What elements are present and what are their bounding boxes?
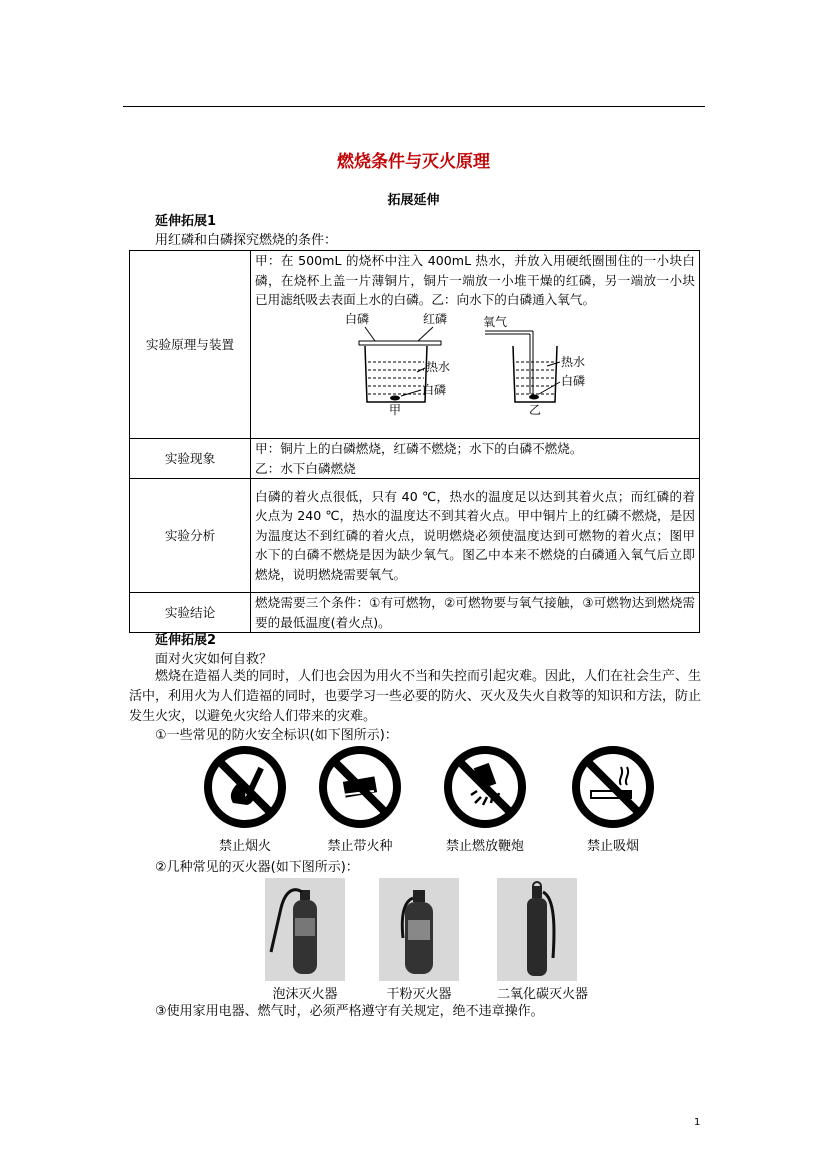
extinguishers <box>265 878 595 1003</box>
row-label: 实验原理与装置 <box>130 251 251 439</box>
table-row <box>130 439 700 479</box>
row-label: 实验结论 <box>130 593 251 633</box>
experiment-table <box>129 250 700 633</box>
row-content: 白磷的着火点很低，只有 40 ℃，热水的温度足以达到其着火点；而红磷的着火点为 240 ℃，热水的温度达不到其着火点。甲中铜片上的红磷不燃烧，是因为温度达不到红磷的着火点，说明燃烧必须使温度达到可燃物的着火点；图甲水下的白磷不燃烧是因为缺少氧气。图乙中本来不燃烧的白磷通入氧气后立即燃烧，说明燃烧需要氧气。 <box>251 479 700 593</box>
dry-powder-extinguisher-icon <box>379 878 459 981</box>
label-white-p-right: 白磷 <box>561 373 586 388</box>
ext2-item2: ②几种常见的灭火器(如下图所示)： <box>155 860 359 875</box>
extinguisher-co2 <box>497 878 589 1002</box>
sign-label: 禁止烟火 <box>218 839 271 854</box>
extinguisher-dry-powder <box>379 878 459 1002</box>
sign-no-smoking <box>563 745 663 854</box>
row-content: 燃烧需要三个条件：①有可燃物，②可燃物要与氧气接触，③可燃物达到燃烧需要的最低温度(着火点)。 <box>251 593 700 633</box>
label-red-p: 红磷 <box>423 311 448 326</box>
sign-label: 禁止带火种 <box>327 839 393 854</box>
ext2-heading: 延伸拓展2 <box>155 633 217 648</box>
sign-no-firecrackers <box>435 745 535 854</box>
extinguisher-label: 二氧化碳灭火器 <box>497 987 589 1002</box>
no-fire-icon <box>203 745 287 829</box>
ext2-item3: ③使用家用电器、燃气时，必须严格遵守有关规定，绝不违章操作。 <box>155 1004 544 1019</box>
no-kindling-icon <box>318 745 402 829</box>
row-label: 实验分析 <box>130 479 251 593</box>
ext1-heading: 延伸拓展1 <box>155 214 217 229</box>
co2-extinguisher-icon <box>497 878 577 981</box>
safety-signs <box>195 745 665 860</box>
table-row <box>130 593 700 633</box>
extinguisher-foam <box>265 878 345 1002</box>
phenomenon-line2: 乙：水下白磷燃烧 <box>255 460 356 476</box>
principle-text: 甲：在 500mL 的烧杯中注入 400mL 热水，并放入用硬纸圈围住的一小块白磷，在烧杯上盖一片薄铜片，铜片一端放一小堆干燥的红磷，另一端放一小块已用滤纸吸去表面上水的白磷。乙：向水下的白磷通入氧气。 <box>255 253 695 307</box>
ext2-item1: ①一些常见的防火安全标识(如下图所示)： <box>155 728 398 743</box>
sign-label: 禁止吸烟 <box>586 839 639 854</box>
ext2-question: 面对火灾如何自救？ <box>155 652 273 667</box>
extinguisher-label: 泡沫灭火器 <box>272 987 338 1002</box>
page-number: 1 <box>694 1117 701 1128</box>
phenomenon-line1: 甲：铜片上的白磷燃烧，红磷不燃烧；水下的白磷不燃烧。 <box>255 441 583 456</box>
sign-no-kindling <box>310 745 410 854</box>
page-title: 燃烧条件与灭火原理 <box>337 152 490 172</box>
label-oxygen: 氧气 <box>483 314 508 329</box>
no-firecrackers-icon <box>443 745 527 829</box>
ext1-intro: 用红磷和白磷探究燃烧的条件： <box>155 233 338 248</box>
header-rule <box>123 106 705 107</box>
sign-label: 禁止燃放鞭炮 <box>445 839 524 854</box>
no-smoking-icon <box>571 745 655 829</box>
row-content <box>251 251 700 439</box>
section-subtitle: 拓展延伸 <box>387 193 440 208</box>
table-row <box>130 251 700 439</box>
extinguisher-label: 干粉灭火器 <box>386 987 452 1002</box>
row-content <box>251 439 700 479</box>
caption-right: 乙 <box>529 402 542 416</box>
ext2-paragraph: 燃烧在造福人类的同时，人们也会因为用火不当和失控而引起灾难。因此，人们在社会生产、生活中，利用火为人们造福的同时，也要学习一些必要的防火、灭火及失火自救等的知识和方法，防止发生火灾，以避免火灾给人们带来的灾难。 <box>129 669 702 724</box>
caption-left: 甲 <box>389 402 402 416</box>
row-label: 实验现象 <box>130 439 251 479</box>
apparatus-diagram <box>255 310 695 416</box>
label-hot-water-left: 热水 <box>426 359 451 374</box>
sign-no-fire <box>195 745 295 854</box>
label-white-p-bottom: 白磷 <box>422 382 447 397</box>
table-row <box>130 479 700 593</box>
label-hot-water-right: 热水 <box>561 354 586 369</box>
label-white-p: 白磷 <box>345 311 370 326</box>
foam-extinguisher-icon <box>265 878 345 981</box>
